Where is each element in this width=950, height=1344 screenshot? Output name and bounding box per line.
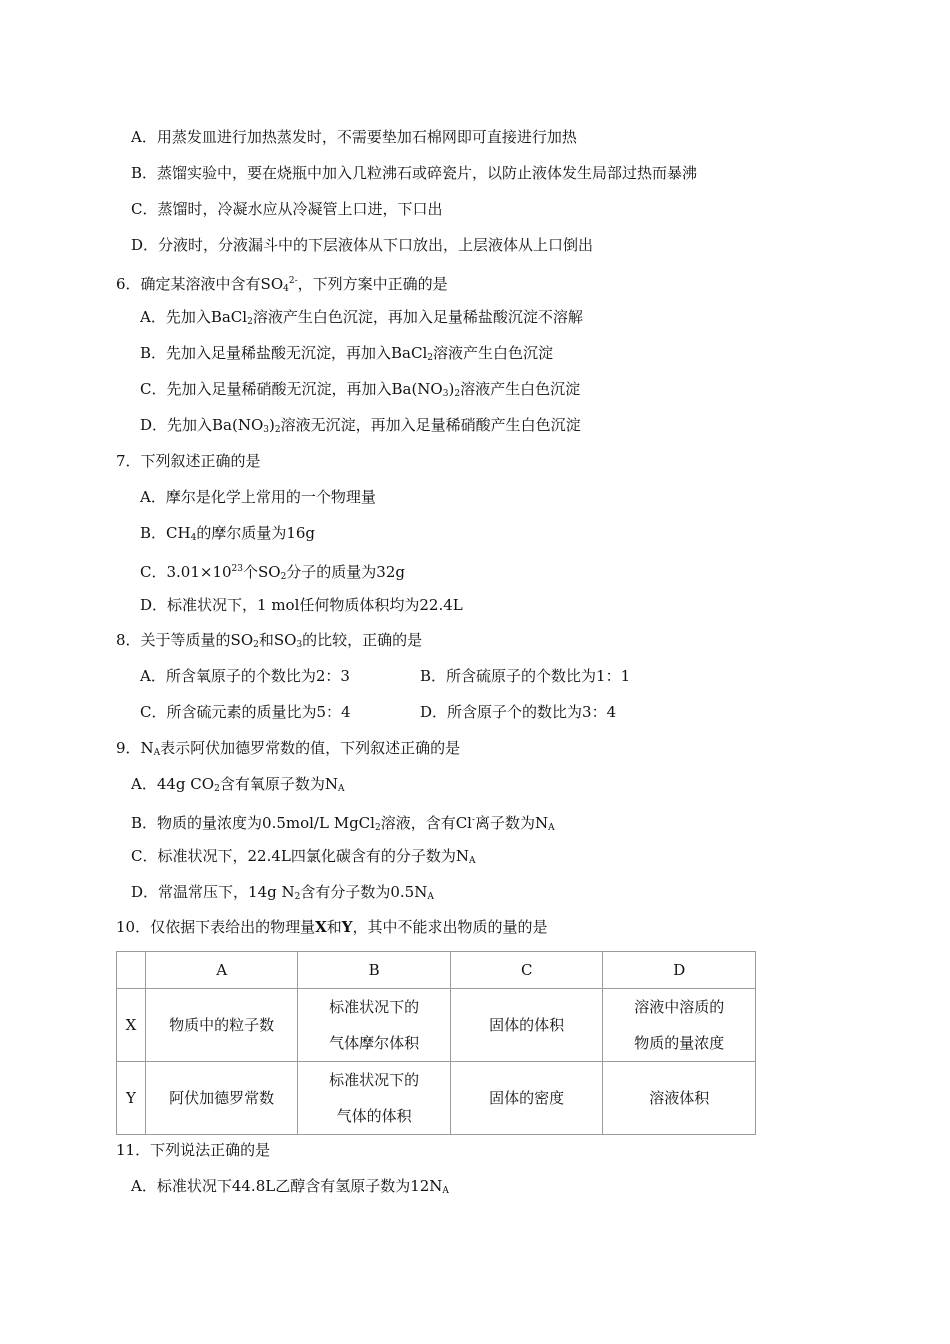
q7-option-c: C．$3.01\times 10^{23}$个$SO_2$分子的质量为32g: [140, 563, 405, 582]
row-y-cell-b: 标准状况下的 气体的体积: [298, 1062, 451, 1135]
q6-option-b: B．先加入足量稀盐酸无沉淀，再加入BaCl$_2$溶液产生白色沉淀: [140, 344, 554, 363]
q8-option-d: D．所含原子个的数比为3：4: [420, 703, 617, 721]
q7-option-d: D．标准状况下，1 mol任何物质体积均为22.4L: [140, 596, 463, 614]
q6-option-d: D．先加入$Ba(NO_3)_2$溶液无沉淀，再加入足量稀硝酸产生白色沉淀: [140, 416, 581, 435]
row-y-label: Y: [117, 1062, 146, 1135]
q7-stem: 7．下列叙述正确的是: [116, 452, 261, 470]
row-x-cell-a: 物质中的粒子数: [145, 989, 298, 1062]
q9-option-d: D．常温常压下，14g $N_2$含有分子数为$0.5N_A$: [131, 883, 434, 902]
q10-table: [116, 951, 756, 1135]
table-corner-cell: [117, 952, 146, 989]
q9-stem: 9．$N_A$表示阿伏加德罗常数的值，下列叙述正确的是: [116, 739, 461, 758]
row-x-cell-b: 标准状况下的 气体摩尔体积: [298, 989, 451, 1062]
table-header-a: A: [145, 952, 298, 989]
table-row-y: [117, 1062, 756, 1135]
q8-stem: 8．关于等质量的$SO_2$和$SO_3$的比较，正确的是: [116, 631, 423, 650]
q8-option-b: B．所含硫原子的个数比为1：1: [420, 667, 631, 685]
table-header-b: B: [298, 952, 451, 989]
row-x-label: X: [117, 989, 146, 1062]
q5-option-a: A．用蒸发皿进行加热蒸发时，不需要垫加石棉网即可直接进行加热: [131, 128, 577, 146]
table-header-c: C: [450, 952, 603, 989]
q7-option-b: B．$CH_4$的摩尔质量为16g: [140, 524, 316, 543]
q11-option-a: A．标准状况下44.8L乙醇含有氢原子数为$12N_A$: [131, 1177, 449, 1196]
row-x-cell-d: 溶液中溶质的 物质的量浓度: [603, 989, 756, 1062]
q5-option-b: B．蒸馏实验中，要在烧瓶中加入几粒沸石或碎瓷片，以防止液体发生局部过热而暴沸: [131, 164, 698, 182]
q8-option-a: A．所含氧原子的个数比为2：3: [140, 667, 350, 685]
q5-option-c: C．蒸馏时，冷凝水应从冷凝管上口进，下口出: [131, 200, 443, 218]
q9-option-c: C．标准状况下，22.4L四氯化碳含有的分子数为$N_A$: [131, 847, 476, 866]
table-row-x: [117, 989, 756, 1062]
row-y-cell-a: 阿伏加德罗常数: [145, 1062, 298, 1135]
q9-option-a: A．44g $CO_2$含有氧原子数为$N_A$: [131, 775, 345, 794]
q7-option-a: A．摩尔是化学上常用的一个物理量: [140, 488, 376, 506]
row-y-cell-c: 固体的密度: [450, 1062, 603, 1135]
q9-option-b: B．物质的量浓度为0.5mol/L MgCl$_2$溶液，含有Cl-离子数为$N_A$: [131, 814, 555, 833]
row-y-cell-d: 溶液体积: [603, 1062, 756, 1135]
row-x-cell-c: 固体的体积: [450, 989, 603, 1062]
q6-option-c: C．先加入足量稀硝酸无沉淀，再加入$Ba(NO_3)_2$溶液产生白色沉淀: [140, 380, 581, 399]
q8-option-c: C．所含硫元素的质量比为5：4: [140, 703, 351, 721]
table-header-row: [117, 952, 756, 989]
q6-stem: 6．确定某溶液中含有$SO_4^{2-}$，下列方案中正确的是: [116, 275, 448, 294]
q11-stem: 11．下列说法正确的是: [116, 1141, 271, 1159]
table-header-d: D: [603, 952, 756, 989]
q6-option-a: A．先加入BaCl$_2$溶液产生白色沉淀，再加入足量稀盐酸沉淀不溶解: [140, 308, 583, 327]
q5-option-d: D．分液时，分液漏斗中的下层液体从下口放出，上层液体从上口倒出: [131, 236, 594, 254]
q10-stem: 10．仅依据下表给出的物理量X和Y，其中不能求出物质的量的是: [116, 918, 548, 936]
